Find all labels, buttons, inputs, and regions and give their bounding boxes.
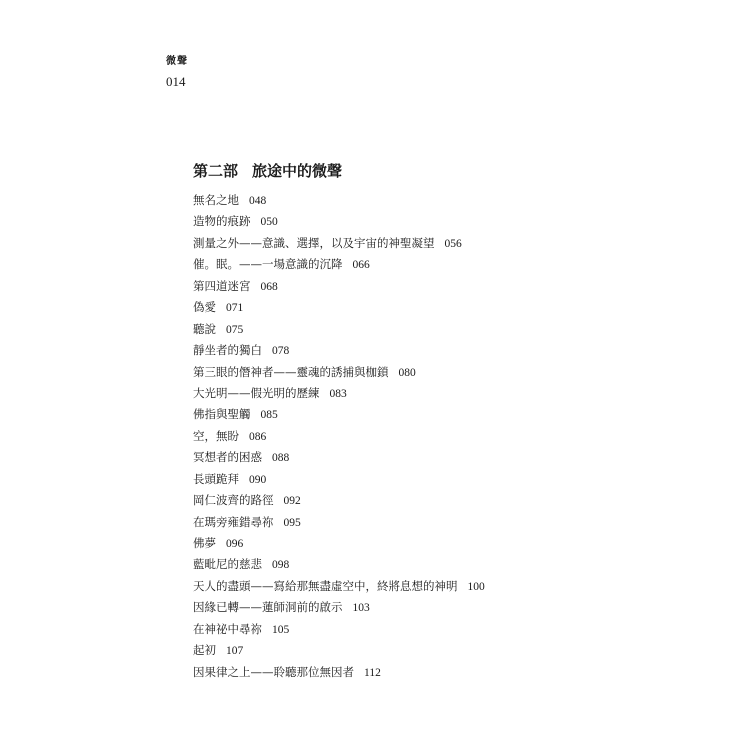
toc-entry-page: 086 (249, 430, 267, 443)
toc-entry (193, 469, 485, 490)
toc-entry-title: 起初 (193, 643, 216, 658)
toc-entry-page: 085 (260, 409, 278, 422)
toc-entry (193, 211, 485, 232)
toc-entry (193, 554, 485, 575)
toc-entry-page: 098 (272, 559, 290, 572)
toc-entry (193, 576, 485, 597)
toc-entry-page: 107 (226, 645, 244, 658)
toc-entry-page: 056 (444, 237, 462, 250)
toc-entry (193, 254, 485, 275)
toc-entry (193, 233, 485, 254)
toc-entry-page: 068 (260, 280, 278, 293)
toc-entry (193, 297, 485, 318)
toc-entry (193, 490, 485, 511)
toc-entry-page: 096 (226, 538, 244, 550)
toc-entry (193, 276, 485, 297)
page-number: 014 (166, 74, 186, 89)
toc-entry-title: 岡仁波齊的路徑 (193, 493, 274, 508)
toc-entry-page: 090 (249, 473, 267, 486)
toc-entry-page: 080 (398, 366, 416, 379)
toc-entry-page: 050 (260, 216, 278, 229)
toc-entry-page: 105 (272, 623, 290, 636)
toc-entry-title: 第三眼的僭神者——靈魂的誘捕與枷鎖 (193, 364, 389, 379)
toc-entry-title: 催。眠。——一場意識的沉降 (193, 257, 343, 272)
toc-entry (193, 533, 485, 554)
toc-entry-page: 071 (226, 302, 244, 315)
toc-entry (193, 319, 485, 340)
toc-entry-title: 冥想者的困惑 (193, 450, 262, 465)
toc-entry-title: 大光明——假光明的歷練 (193, 385, 320, 400)
toc-entry-page: 066 (352, 259, 370, 272)
toc-entry (193, 383, 485, 404)
toc-entry-title: 無名之地 (193, 193, 239, 207)
table-of-contents (193, 190, 485, 683)
section-heading (193, 160, 342, 181)
toc-entry-page: 075 (226, 323, 244, 336)
toc-entry-title: 天人的盡頭——寫給那無盡虛空中，終將息想的神明 (193, 578, 458, 593)
toc-entry-page: 083 (329, 387, 347, 400)
toc-entry-title: 聽說 (193, 321, 216, 336)
toc-entry-page: 112 (364, 666, 381, 679)
toc-entry-title: 藍毗尼的慈悲 (193, 557, 262, 572)
toc-entry-page: 103 (352, 602, 370, 615)
toc-entry-title: 因果律之上——聆聽那位無因者 (193, 664, 354, 679)
toc-entry-title: 因緣已轉——蓮師洞前的啟示 (193, 600, 343, 615)
toc-entry-title: 偽愛 (193, 300, 216, 315)
toc-entry (193, 190, 485, 211)
toc-entry-title: 在神祕中尋祢 (193, 621, 262, 636)
toc-entry (193, 662, 485, 683)
toc-entry-title: 佛指與聖觸 (193, 407, 251, 422)
section-part: 第二部 (193, 162, 239, 180)
toc-entry (193, 362, 485, 383)
toc-entry (193, 447, 485, 468)
toc-entry-title: 在瑪旁雍錯尋祢 (193, 514, 274, 529)
toc-entry (193, 619, 485, 640)
toc-entry (193, 426, 485, 447)
toc-entry-page: 092 (283, 495, 301, 508)
toc-entry (193, 512, 485, 533)
toc-entry-page: 078 (272, 345, 290, 358)
toc-entry (193, 597, 485, 618)
toc-entry (193, 340, 485, 361)
toc-entry-page: 088 (272, 452, 290, 465)
toc-entry-page: 100 (467, 580, 485, 593)
running-head: 微聲 (166, 56, 188, 67)
toc-entry-title: 佛夢 (193, 536, 216, 550)
section-title: 旅途中的微聲 (252, 162, 343, 180)
toc-entry-title: 第四道迷宮 (193, 278, 251, 293)
toc-entry (193, 404, 485, 425)
toc-entry-title: 測量之外——意識、選擇，以及宇宙的神聖凝望 (193, 235, 435, 250)
toc-entry-page: 048 (249, 195, 267, 207)
toc-entry-title: 造物的痕跡 (193, 214, 251, 229)
toc-entry-title: 長頭跪拜 (193, 471, 239, 486)
toc-entry-page: 095 (283, 516, 301, 529)
toc-entry (193, 640, 485, 661)
toc-entry-title: 空，無盼 (193, 428, 239, 443)
toc-entry-title: 靜坐者的獨白 (193, 343, 262, 358)
